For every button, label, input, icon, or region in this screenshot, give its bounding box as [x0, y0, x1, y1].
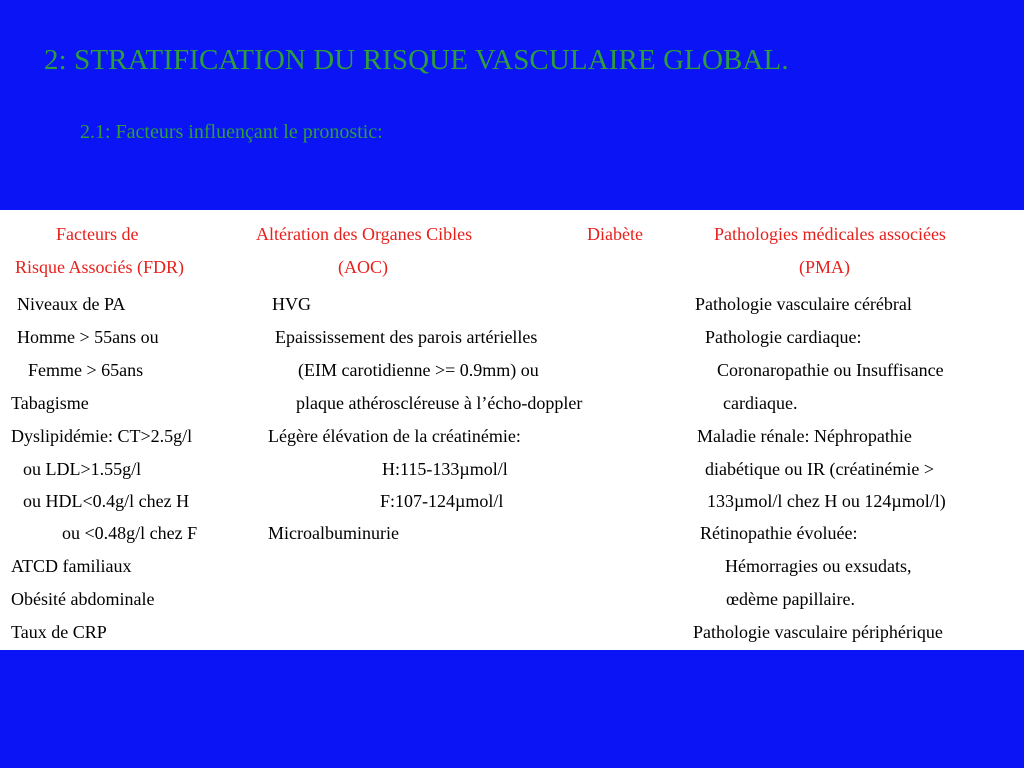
pma-item: Pathologie cardiaque:: [705, 327, 862, 347]
aoc-item: Epaississement des parois artérielles: [275, 327, 538, 347]
pma-item: Maladie rénale: Néphropathie: [697, 426, 912, 446]
aoc-item: (EIM carotidienne >= 0.9mm) ou: [298, 360, 539, 380]
aoc-item: Légère élévation de la créatinémie:: [268, 426, 521, 446]
pma-item: cardiaque.: [723, 393, 798, 413]
aoc-item: Microalbuminurie: [268, 523, 399, 543]
fdr-item: Tabagisme: [11, 393, 89, 413]
fdr-item: ou <0.48g/l chez F: [62, 523, 198, 543]
pma-item: Hémorragies ou exsudats,: [725, 556, 912, 576]
header-aoc-line1: Altération des Organes Cibles: [256, 224, 473, 244]
header-aoc-line2: (AOC): [338, 257, 388, 277]
pma-item: diabétique ou IR (créatinémie >: [705, 459, 935, 479]
aoc-item: HVG: [272, 294, 311, 314]
fdr-item: Dyslipidémie: CT>2.5g/l: [11, 426, 193, 446]
fdr-item: Homme > 55ans ou: [17, 327, 159, 347]
fdr-item: Femme > 65ans: [28, 360, 144, 380]
fdr-item: ou HDL<0.4g/l chez H: [23, 491, 190, 511]
pma-item: Rétinopathie évoluée:: [700, 523, 858, 543]
pma-item: Coronaropathie ou Insuffisance: [717, 360, 944, 380]
pma-item: œdème papillaire.: [726, 589, 855, 609]
pma-item: Pathologie vasculaire cérébral: [695, 294, 912, 314]
fdr-item: ATCD familiaux: [11, 556, 132, 576]
header-pma-line1: Pathologies médicales associées: [714, 224, 946, 244]
header-pma-line2: (PMA): [799, 257, 851, 277]
pma-item: 133µmol/l chez H ou 124µmol/l): [707, 491, 946, 511]
aoc-item: H:115-133µmol/l: [382, 459, 508, 479]
header-fdr-line2: Risque Associés (FDR): [15, 257, 185, 277]
header-diabete: Diabète: [587, 224, 643, 244]
fdr-item: Taux de CRP: [11, 622, 107, 642]
fdr-item: Niveaux de PA: [17, 294, 126, 314]
pma-item: Pathologie vasculaire périphérique: [693, 622, 943, 642]
slide-subtitle: 2.1: Facteurs influençant le pronostic:: [80, 121, 383, 143]
aoc-item: F:107-124µmol/l: [380, 491, 504, 511]
aoc-item: plaque athéroscléreuse à l’écho-doppler: [296, 393, 583, 413]
header-fdr-line1: Facteurs de: [56, 224, 139, 244]
fdr-item: ou LDL>1.55g/l: [23, 459, 142, 479]
fdr-item: Obésité abdominale: [11, 589, 155, 609]
risk-table-panel: [0, 210, 1024, 650]
slide-title: 2: STRATIFICATION DU RISQUE VASCULAIRE GLOBAL.: [44, 44, 789, 76]
